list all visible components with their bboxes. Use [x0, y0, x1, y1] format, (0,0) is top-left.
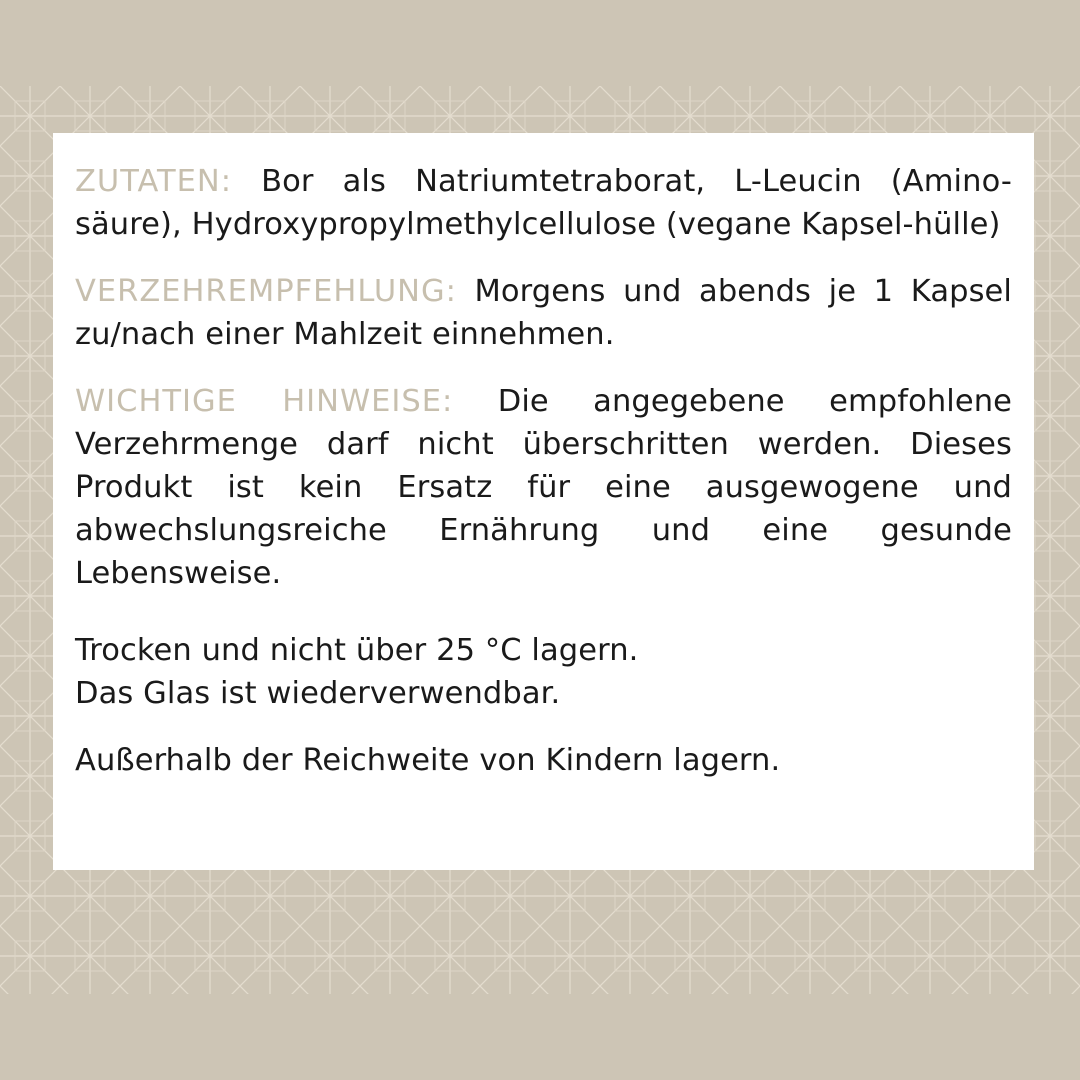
- storage-line-1: Trocken und nicht über 25 °C lagern.: [75, 633, 639, 668]
- ingredients-heading: ZUTATEN:: [75, 164, 232, 199]
- notes-paragraph: [75, 380, 1012, 595]
- storage-block: [75, 629, 1012, 715]
- ingredients-text: Bor als Natriumtetraborat, L-Leucin (Amino-säure), Hydroxypropylmethylcellulose (vegane Kapsel-hülle): [75, 164, 1012, 242]
- storage-line-2: Das Glas ist wiederverwendbar.: [75, 676, 561, 711]
- notes-heading: WICHTIGE HINWEISE:: [75, 384, 454, 419]
- recommendation-heading: VERZEHREMPFEHLUNG:: [75, 274, 457, 309]
- recommendation-paragraph: [75, 270, 1012, 356]
- product-info-panel: [53, 133, 1034, 870]
- recommendation-text: Morgens und abends je 1 Kapsel zu/nach einer Mahlzeit einnehmen.: [75, 274, 1013, 352]
- children-warning: Außerhalb der Reichweite von Kindern lagern.: [75, 743, 781, 778]
- notes-text: Die angegebene empfohlene Verzehrmenge darf nicht überschritten werden. Dieses Produkt ist kein Ersatz für eine ausgewogene und abwechslungsreiche Ernährung und eine gesunde Lebensweise.: [75, 384, 1012, 591]
- ingredients-paragraph: [75, 160, 1012, 246]
